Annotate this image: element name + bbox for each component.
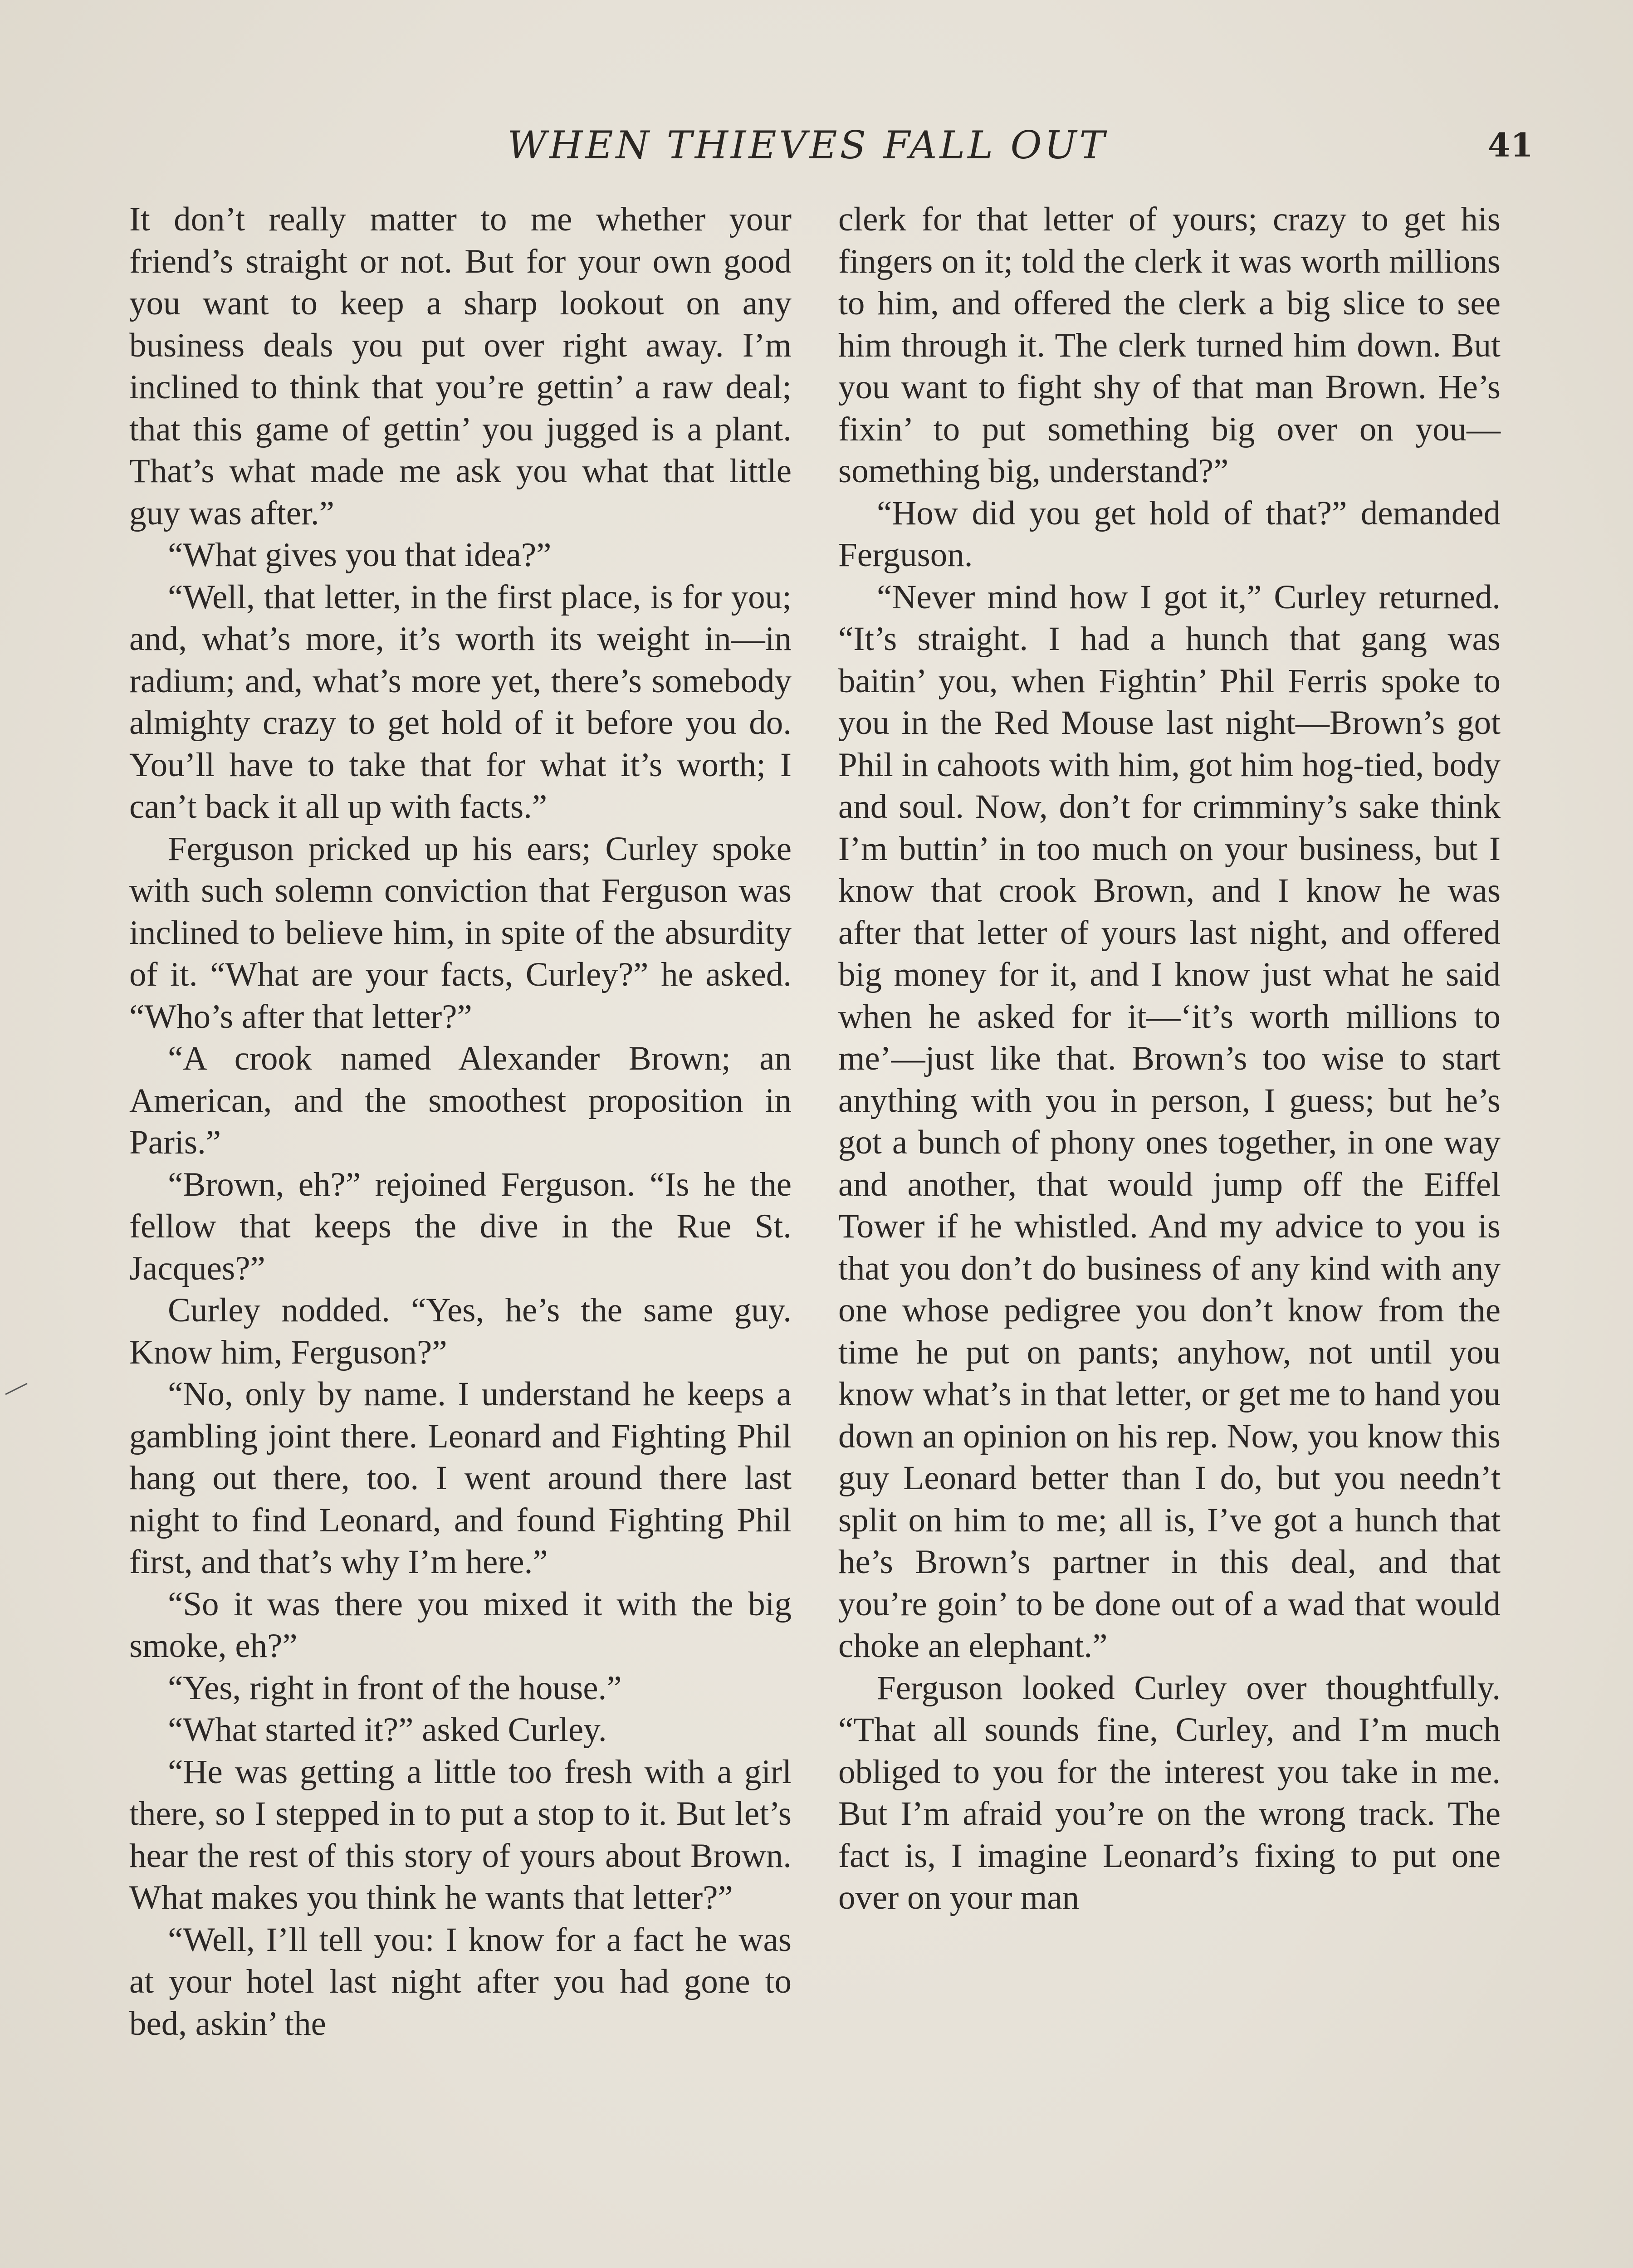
paragraph: clerk for that letter of yours; crazy to get his fingers on it; told the clerk it was worth millions to him, and offered the clerk a big slice to see him through it. The clerk turned him down. But you want to fight shy of that man Brown. He’s fixin’ to put something big over on you—something big, understand?” (838, 200, 1501, 490)
page-number: 41 (1487, 126, 1533, 164)
paragraph: “What started it?” asked Curley. (168, 1711, 607, 1749)
paragraph: “Never mind how I got it,” Curley returned. “It’s straight. I had a hunch that gang was baitin’ you, when Fightin’ Phil Ferris spoke to you in the Red Mouse last night—Brown’s got Phil in cahoots with him, got him hog-tied, body and soul. Now, don’t for crimminy’s sake think I’m buttin’ in too much on your business, but I know that crook Brown, and I know he was after that letter of yours last night, and offered big money for it, and I know just what he said when he asked for it—‘it’s worth millions to me’—just like that. Brown’s too wise to start anything with you in person, I guess; but he’s got a bunch of phony ones together, in one way and another, that would jump off the Eiffel Tower if he whistled. And my advice to you is that you don’t do business of any kind with any one whose pedigree you don’t know from the time he put on pants; anyhow, not until you know what’s in that letter, or get me to hand you down an opinion on his rep. Now, you know this guy Leonard better than I do, but you needn’t split on him to me; all is, I’ve got a hunch that he’s Brown’s partner in this deal, and that you’re goin’ to be done out of a wad that would choke an elephant.” (838, 578, 1501, 1665)
right-column (838, 199, 1501, 1919)
paragraph: It don’t really matter to me whether your friend’s straight or not. But for your own good you want to keep a sharp lookout on any business deals you put over right away. I’m inclined to think that you’re gettin’ a raw deal; that this game of gettin’ you jugged is a plant. That’s what made me ask you what that little guy was after.” (129, 200, 792, 532)
paragraph: “Yes, right in front of the house.” (168, 1669, 622, 1707)
running-title: WHEN THIEVES FALL OUT (507, 123, 1108, 167)
paragraph: Ferguson looked Curley over thoughtfully. “That all sounds fine, Curley, and I’m much obliged to you for the interest you take in me. But I’m afraid you’re on the wrong track. The fact is, I imagine Leonard’s fixing to put one over on your man (838, 1669, 1501, 1916)
paragraph: Ferguson pricked up his ears; Curley spoke with such solemn conviction that Ferguson was inclined to believe him, in spite of the absurdity of it. “What are your facts, Curley?” he asked. “Who’s after that letter?” (129, 830, 792, 1036)
paragraph: Curley nodded. “Yes, he’s the same guy. Know him, Ferguson?” (129, 1291, 792, 1371)
left-column (129, 199, 792, 2045)
paragraph: “Well, that letter, in the first place, is for you; and, what’s more, it’s worth its weight in—in radium; and, what’s more yet, there’s somebody almighty crazy to get hold of it before you do. You’ll have to take that for what it’s worth; I can’t back it all up with facts.” (129, 578, 792, 826)
paragraph: “No, only by name. I understand he keeps a gambling joint there. Leonard and Fighting Phil hang out there, too. I went around there last night to find Leonard, and found Fighting Phil first, and that’s why I’m here.” (129, 1375, 792, 1581)
paragraph: “A crook named Alexander Brown; an American, and the smoothest proposition in Paris.” (129, 1040, 792, 1161)
paragraph: “Well, I’ll tell you: I know for a fact he was at your hotel last night after you had gone to bed, askin’ the (129, 1921, 792, 2043)
paragraph: “Brown, eh?” rejoined Ferguson. “Is he the fellow that keeps the dive in the Rue St. Jacques?” (129, 1165, 792, 1287)
paragraph: “What gives you that idea?” (168, 536, 552, 574)
paragraph: “How did you get hold of that?” demanded Ferguson. (838, 494, 1501, 574)
running-head (0, 120, 1633, 170)
paragraph: “So it was there you mixed it with the big smoke, eh?” (129, 1585, 792, 1665)
paragraph: “He was getting a little too fresh with a girl there, so I stepped in to put a stop to it. But let’s hear the rest of this story of yours about Brown. What makes you think he wants that letter?” (129, 1753, 792, 1916)
margin-pencil-mark (5, 1379, 32, 1397)
